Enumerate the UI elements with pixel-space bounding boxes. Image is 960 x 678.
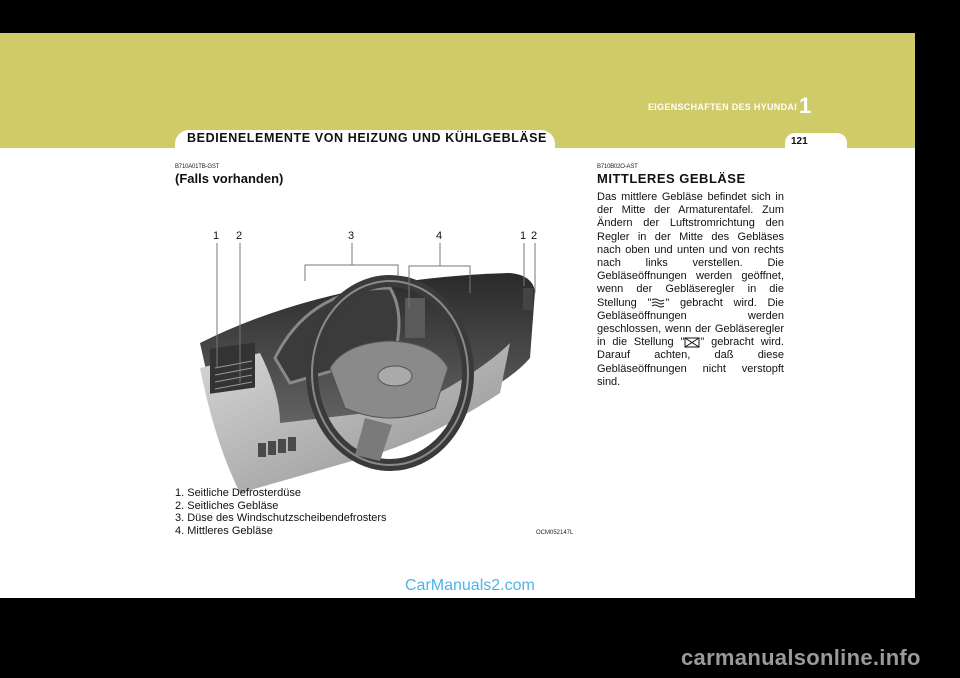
legend-item: 4. Mittleres Gebläse bbox=[175, 524, 273, 537]
chapter-title: EIGENSCHAFTEN DES HYUNDAI bbox=[647, 102, 797, 112]
vent-closed-icon bbox=[684, 337, 700, 348]
figure-code: OCM052147L bbox=[536, 530, 574, 536]
left-section-code: B710A01TB-GST bbox=[175, 164, 220, 170]
body-text-part: Das mittlere Gebläse befindet sich in der Mitte der Armaturentafel. Zum Ändern der Luftstromrichtung den Regler in der Mitte des Gebläses nach oben und unten und von rechts nach links verstellen. Die Gebläseöffnungen werden geöffnet, wenn der Gebläseregler in die Stellung " bbox=[597, 191, 784, 309]
right-heading: MITTLERES GEBLÄSE bbox=[597, 171, 746, 186]
manual-page bbox=[0, 33, 915, 598]
chapter-number: 1 bbox=[799, 93, 812, 118]
page-number-tab bbox=[785, 133, 847, 148]
legend-item: 2. Seitliches Gebläse bbox=[175, 499, 279, 512]
legend-item: 1. Seitliche Defrosterdüse bbox=[175, 487, 301, 499]
callout-labels bbox=[213, 230, 537, 242]
svg-text:2: 2 bbox=[236, 230, 243, 242]
page-number: 121 bbox=[791, 136, 808, 147]
left-heading: (Falls vorhanden) bbox=[175, 171, 284, 186]
section-title: BEDIENELEMENTE VON HEIZUNG UND KÜHLGEBLÄSE bbox=[187, 131, 547, 145]
svg-text:1: 1 bbox=[520, 230, 527, 242]
svg-text:1: 1 bbox=[213, 230, 220, 242]
legend-item: 3. Düse des Windschutzscheibendefrosters bbox=[175, 512, 387, 524]
section-title-tab bbox=[175, 130, 555, 148]
watermark-carmanuals2[interactable]: CarManuals2.com bbox=[405, 577, 535, 594]
svg-text:3: 3 bbox=[348, 230, 355, 242]
body-text-part: " gebracht wird. Die Gebläseöffnungen werden geschlossen, wenn der Gebläseregler in die Stellung " bbox=[597, 296, 784, 349]
dashboard-illustration bbox=[180, 193, 590, 523]
vent-open-icon bbox=[651, 297, 665, 308]
figure-legend bbox=[175, 487, 387, 537]
header-band bbox=[0, 33, 915, 148]
body-text-part: " gebracht wird. Darauf achten, daß diese Gebläseöffnungen nicht verstopft sind. bbox=[597, 336, 784, 388]
svg-text:2: 2 bbox=[531, 230, 538, 242]
body-paragraph bbox=[597, 191, 784, 389]
right-section-code: B710B02O-AST bbox=[597, 164, 638, 170]
watermark-carmanualsonline[interactable]: carmanualsonline.info bbox=[681, 645, 921, 670]
svg-text:4: 4 bbox=[436, 230, 443, 242]
